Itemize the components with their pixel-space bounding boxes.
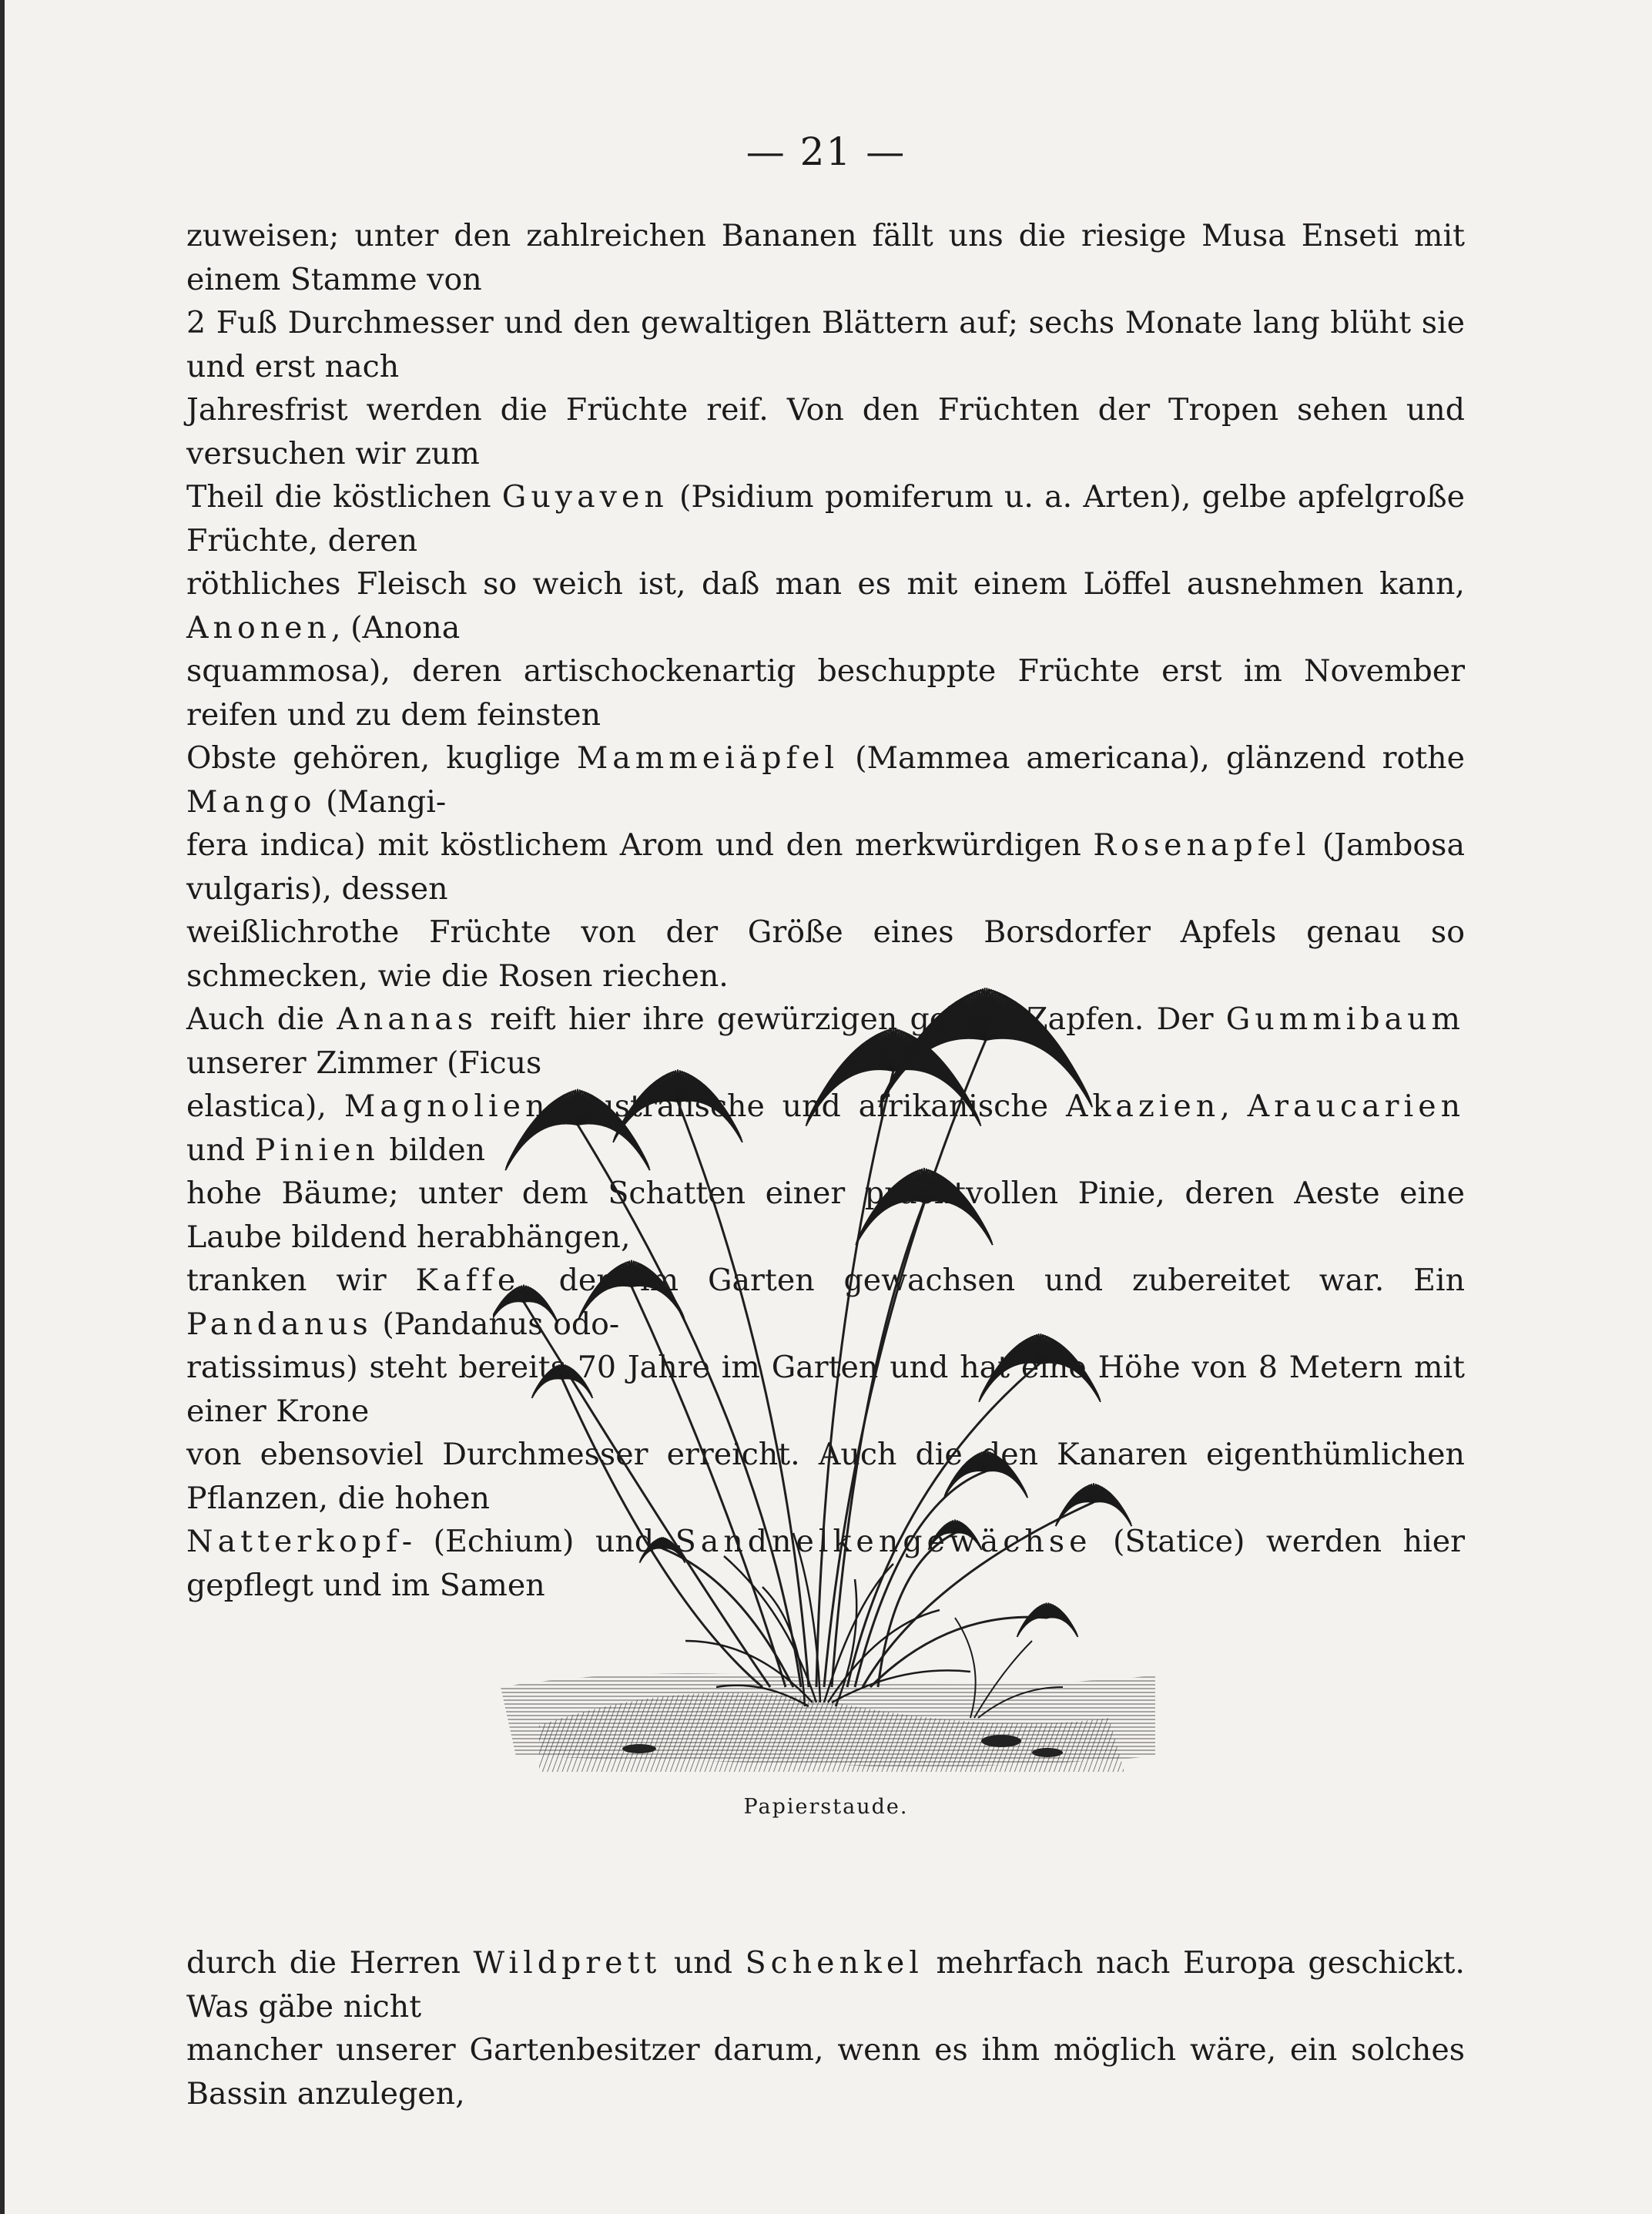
text-line: elastica), Magnolien, australische und afrikanische Akazien, Araucarien und Pinien bilden bbox=[186, 1089, 1466, 1168]
term-rosenapfel: Rosenapfel bbox=[1093, 827, 1311, 863]
text-line: ratissimus) steht bereits 70 Jahre im Garten und hat eine Höhe von 8 Metern mit einer Krone bbox=[186, 1350, 1465, 1429]
text-line: von ebensoviel Durchmesser erreicht. Auch die den Kanaren eigenthümlichen Pflanzen, die hohen bbox=[186, 1437, 1465, 1516]
term-natterkopf: Natterkopf bbox=[186, 1524, 402, 1559]
text-line: Obste gehören, kuglige Mammeiäpfel (Mammea americana), glänzend rothe Mango (Mangi- bbox=[186, 740, 1465, 820]
term-akazien: Akazien bbox=[1065, 1089, 1221, 1124]
text-line: röthliches Fleisch so weich ist, daß man es mit einem Löffel ausnehmen kann, Anonen, (Anona bbox=[186, 566, 1465, 646]
term-sandnelken: Sandnelkengewächse bbox=[675, 1524, 1092, 1559]
paragraph-bottom bbox=[186, 1941, 1465, 2115]
text-line: fera indica) mit köstlichem Arom und den merkwürdigen Rosenapfel (Jambosa vulgaris), dessen bbox=[186, 827, 1465, 907]
illustration-caption: Papierstaude. bbox=[743, 1795, 909, 1819]
term-ananas: Ananas bbox=[337, 1001, 478, 1037]
papyrus-engraving bbox=[493, 948, 1171, 1780]
scan-edge bbox=[0, 0, 5, 2214]
text-line: Theil die köstlichen Guyaven (Psidium pomiferum u. a. Arten), gelbe apfelgroße Früchte, deren bbox=[186, 479, 1465, 559]
page-number: — 21 — bbox=[746, 129, 906, 174]
text-line: Jahresfrist werden die Früchte reif. Von den Früchten der Tropen sehen und versuchen wir zum bbox=[186, 392, 1465, 471]
term-gummibaum: Gummibaum bbox=[1225, 1001, 1465, 1037]
text-line: hohe Bäume; unter dem Schatten einer prachtvollen Pinie, deren Aeste eine Laube bildend herabhängen, bbox=[186, 1176, 1465, 1255]
text-line: tranken wir Kaffe, der im Garten gewachsen und zubereitet war. Ein Pandanus (Pandanus odo- bbox=[186, 1263, 1466, 1342]
term-magnolien: Magnolien bbox=[343, 1089, 550, 1124]
text-line: Auch die Ananas reift hier ihre gewürzigen gelben Zapfen. Der Gummibaum unserer Zimmer (Ficus bbox=[186, 1001, 1465, 1081]
term-pinien: Pinien bbox=[254, 1132, 380, 1168]
term-wildprett: Wildprett bbox=[473, 1945, 662, 1981]
text-line: mancher unserer Gartenbesitzer darum, wenn es ihm möglich wäre, ein solches Bassin anzulegen, bbox=[186, 2032, 1465, 2112]
term-schenkel: Schenkel bbox=[745, 1945, 923, 1981]
term-anonen: Anonen bbox=[186, 609, 332, 646]
term-pandanus: Pandanus bbox=[186, 1306, 373, 1342]
term-guyaven: Guyaven bbox=[501, 479, 669, 515]
term-mango: Mango bbox=[186, 783, 317, 820]
text-line: Natterkopf- (Echium) und Sandnelkengewächse (Statice) werden hier gepflegt und im Samen bbox=[186, 1524, 1465, 1603]
term-mammeiaepfel: Mammeiäpfel bbox=[576, 740, 839, 776]
text-line: zuweisen; unter den zahlreichen Bananen fällt uns die riesige Musa Enseti mit einem Stamme von bbox=[186, 218, 1465, 297]
term-kaffe: Kaffe bbox=[415, 1263, 521, 1298]
text-line: 2 Fuß Durchmesser und den gewaltigen Blättern auf; sechs Monate lang blüht sie und erst nach bbox=[186, 305, 1465, 384]
text-line: durch die Herren Wildprett und Schenkel mehrfach nach Europa geschickt. Was gäbe nicht bbox=[186, 1945, 1465, 2024]
text-line: weißlichrothe Früchte von der Größe eines Borsdorfer Apfels genau so schmecken, wie die Rosen riechen. bbox=[186, 914, 1465, 994]
text-line: squammosa), deren artischockenartig beschuppte Früchte erst im November reifen und zu dem feinsten bbox=[186, 653, 1465, 733]
papyrus-umbels bbox=[493, 988, 1131, 1637]
term-araucarien: Araucarien bbox=[1247, 1089, 1466, 1124]
umbel-ray bbox=[493, 1301, 524, 1323]
